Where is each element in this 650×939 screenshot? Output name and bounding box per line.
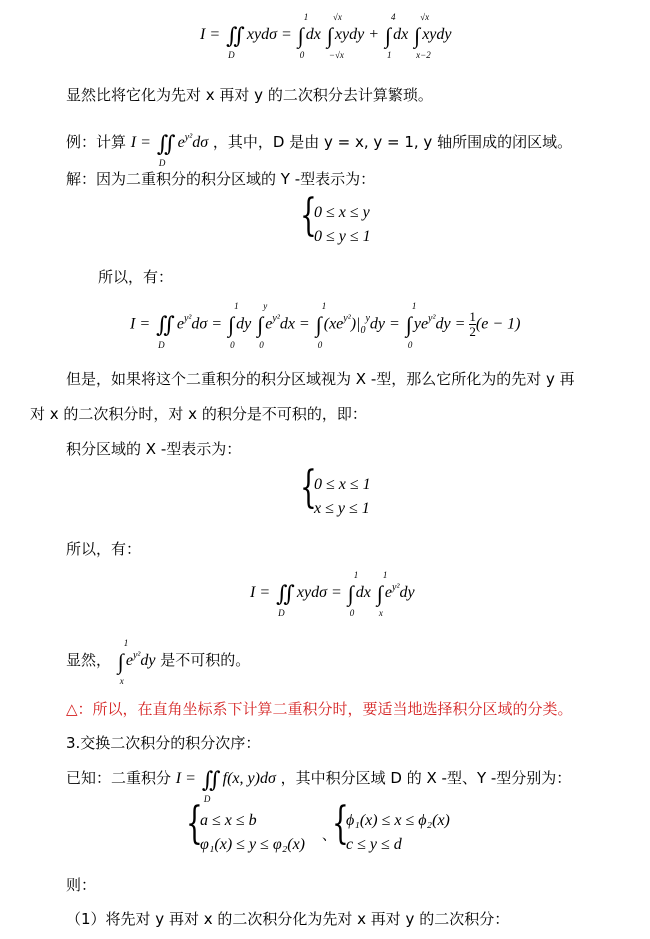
obvious-line — [66, 638, 251, 687]
system-line: 0 ≤ x ≤ y — [314, 204, 370, 221]
region-system-x-type-general — [186, 798, 336, 858]
system-line: x ≤ y ≤ 1 — [314, 500, 370, 517]
known-rest: ，其中积分区域 D 的 X -型、Y -型分别为： — [280, 769, 572, 787]
solution-line: 解：因为二重积分的积分区域的 Y -型表示为： — [66, 170, 376, 188]
x-type-line: 积分区域的 X -型表示为： — [66, 440, 242, 458]
region-system-y-type — [300, 190, 420, 250]
then-line: 则： — [66, 876, 97, 894]
brace-icon: { — [332, 798, 349, 849]
brace-icon: { — [300, 462, 317, 513]
equation-2: I = ∬ D $e^{y^2}d\sigma$ = ∫ 1 0 dy ∫ y 0 $e^{y^2}dx$ = ∫ 1 0 $(xe^{y^2})|_0^ydy$ = ∫ 1 0 $ye^{y^2}dy$ = $\frac{1}{2}$ (e − 1) — [130, 301, 521, 350]
region-system-y-type-general — [332, 798, 482, 858]
system-line: a ≤ x ≤ b — [200, 812, 257, 829]
section-heading: 3.交换二次积分的积分次序： — [66, 734, 261, 752]
known-label: 已知：二重积分 — [66, 769, 172, 787]
system-line: φ₁(x) ≤ y ≤ φ₂(x) — [200, 836, 306, 853]
system-line: 0 ≤ y ≤ 1 — [314, 228, 371, 245]
example-label: 例：计算 — [66, 133, 127, 151]
known-integral: I = ∬ D f(x, y)dσ — [175, 767, 276, 805]
paragraph-2-line-1: 但是，如果将这个二重积分的积分区域视为 X -型，那么它所化为的先对 y 再 — [66, 370, 575, 388]
obvious-integral: ∫ 1 x $e^{y^2}dy$ — [117, 638, 156, 687]
paragraph-1: 显然比将它化为先对 x 再对 y 的二次积分去计算繁琐。 — [66, 86, 433, 104]
example-integral: I = ∬ D $e^{y^2}d\sigma$ — [130, 131, 209, 169]
separator-mark: 、 — [322, 828, 336, 844]
known-line — [66, 766, 572, 805]
system-line: 0 ≤ x ≤ 1 — [314, 476, 371, 493]
system-line: c ≤ y ≤ d — [346, 836, 402, 853]
brace-icon: { — [300, 190, 317, 241]
so-line-2: 所以，有： — [66, 540, 142, 558]
item-1: （1）将先对 y 再对 x 的二次积分化为先对 x 再对 y 的二次积分： — [66, 910, 510, 928]
obvious-rest: 是不可积的。 — [160, 651, 251, 669]
example-rest: ，其中，D 是由 y = x, y = 1, y 轴所围成的闭区域。 — [212, 133, 573, 151]
brace-icon: { — [186, 798, 203, 849]
so-line-1: 所以，有： — [98, 268, 174, 286]
equation-top: I = ∬ D xydσ = ∫ 1 0 dx ∫ √x −√x xydy + ∫ 4 1 dx ∫ √x x−2 xydy — [200, 12, 452, 61]
obvious-label: 显然， — [66, 651, 112, 669]
system-line: ϕ₁(x) ≤ x ≤ ϕ₂(x) — [346, 812, 450, 829]
region-system-x-type — [300, 462, 420, 522]
example-line — [66, 130, 573, 169]
paragraph-2-line-2: 对 x 的二次积分时，对 x 的积分是不可积的，即： — [30, 405, 367, 423]
equation-3: I = ∬ D xydσ = ∫ 1 0 dx ∫ 1 x $e^{y^2}dy$ — [250, 570, 415, 619]
warning-note: △：所以，在直角坐标系下计算二重积分时，要适当地选择积分区域的分类。 — [66, 700, 573, 718]
